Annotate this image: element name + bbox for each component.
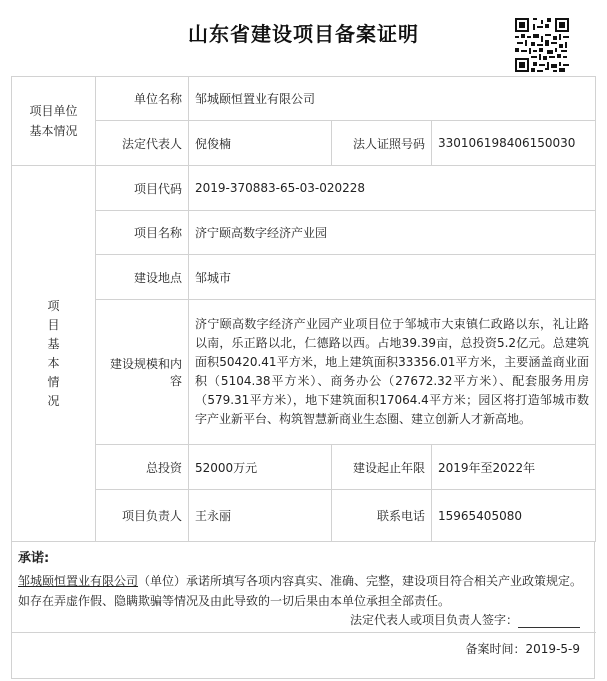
- manager-label: 项目负责人: [96, 490, 189, 542]
- manager-row: [12, 490, 596, 542]
- record-date-label: 备案时间：: [465, 642, 526, 656]
- manager-value: 王永丽: [189, 490, 332, 542]
- location-row: [12, 255, 596, 300]
- scale-label: 建设规模和内容: [96, 300, 189, 445]
- phone-value: 15965405080: [432, 490, 596, 542]
- unit-name-row: [12, 77, 596, 121]
- scale-row: [12, 300, 596, 445]
- phone-label: 联系电话: [332, 490, 432, 542]
- promise-title: 承诺:: [18, 551, 50, 566]
- qr-code-icon: [515, 18, 569, 72]
- project-group-label-text: 项目基本情况: [47, 298, 60, 408]
- project-code-label: 项目代码: [96, 166, 189, 211]
- project-name-row: [12, 211, 596, 255]
- promise-company: 邹城颐恒置业有限公司: [18, 574, 139, 588]
- project-name-value: 济宁颐高数字经济产业园: [189, 211, 596, 255]
- period-value: 2019年至2022年: [432, 445, 596, 490]
- page-title: 山东省建设项目备案证明: [188, 22, 419, 46]
- unit-group-label: [12, 77, 96, 166]
- project-name-label: 项目名称: [96, 211, 189, 255]
- project-code-value: 2019-370883-65-03-020228: [189, 166, 596, 211]
- unit-group-label-text: 项目单位基本情况: [29, 104, 78, 138]
- id-number-label: 法人证照号码: [332, 121, 432, 166]
- project-code-row: [12, 166, 596, 211]
- promise-text: [18, 571, 588, 611]
- record-date-value: 2019-5-9: [525, 642, 580, 656]
- legal-rep-label: 法定代表人: [96, 121, 189, 166]
- signature-label: 法定代表人或项目负责人签字：: [349, 613, 518, 627]
- id-number-value: 330106198406150030: [432, 121, 596, 166]
- signature-blank: [518, 616, 580, 628]
- project-group-label: [12, 166, 96, 542]
- legal-rep-value: 倪俊楠: [189, 121, 332, 166]
- promise-section: [11, 541, 595, 679]
- record-table: [11, 76, 596, 542]
- location-value: 邹城市: [189, 255, 596, 300]
- unit-name-label: 单位名称: [96, 77, 189, 121]
- record-date: [466, 640, 580, 657]
- divider: [12, 632, 596, 633]
- location-label: 建设地点: [96, 255, 189, 300]
- legal-rep-row: [12, 121, 596, 166]
- unit-name-value: 邹城颐恒置业有限公司: [189, 77, 596, 121]
- period-label: 建设起止年限: [332, 445, 432, 490]
- investment-label: 总投资: [96, 445, 189, 490]
- promise-body: （单位）承诺所填写各项内容真实、准确、完整，建设项目符合相关产业政策规定。如存在弄虚作假、隐瞒欺骗等情况及由此导致的一切后果由本单位承担全部责任。: [18, 574, 583, 608]
- investment-value: 52000万元: [189, 445, 332, 490]
- scale-value: 济宁颐高数字经济产业园产业项目位于邹城市大束镇仁政路以东，礼让路以南，乐正路以北，仁德路以西。占地39.39亩，总投资5.2亿元。总建筑面积50420.41平方米，地上建筑面积33356.01平方米，主要涵盖商业面积（5104.38平方米）、商务办公（27672.32平方米）、配套服务用房（579.31平方米），地下建筑面积17064.4平方米；园区将打造邹城市数字产业新平台、构筑智慧新商业生态圈、建立创新人才新高地。: [189, 300, 596, 445]
- investment-row: [12, 445, 596, 490]
- signature-line: [350, 611, 580, 628]
